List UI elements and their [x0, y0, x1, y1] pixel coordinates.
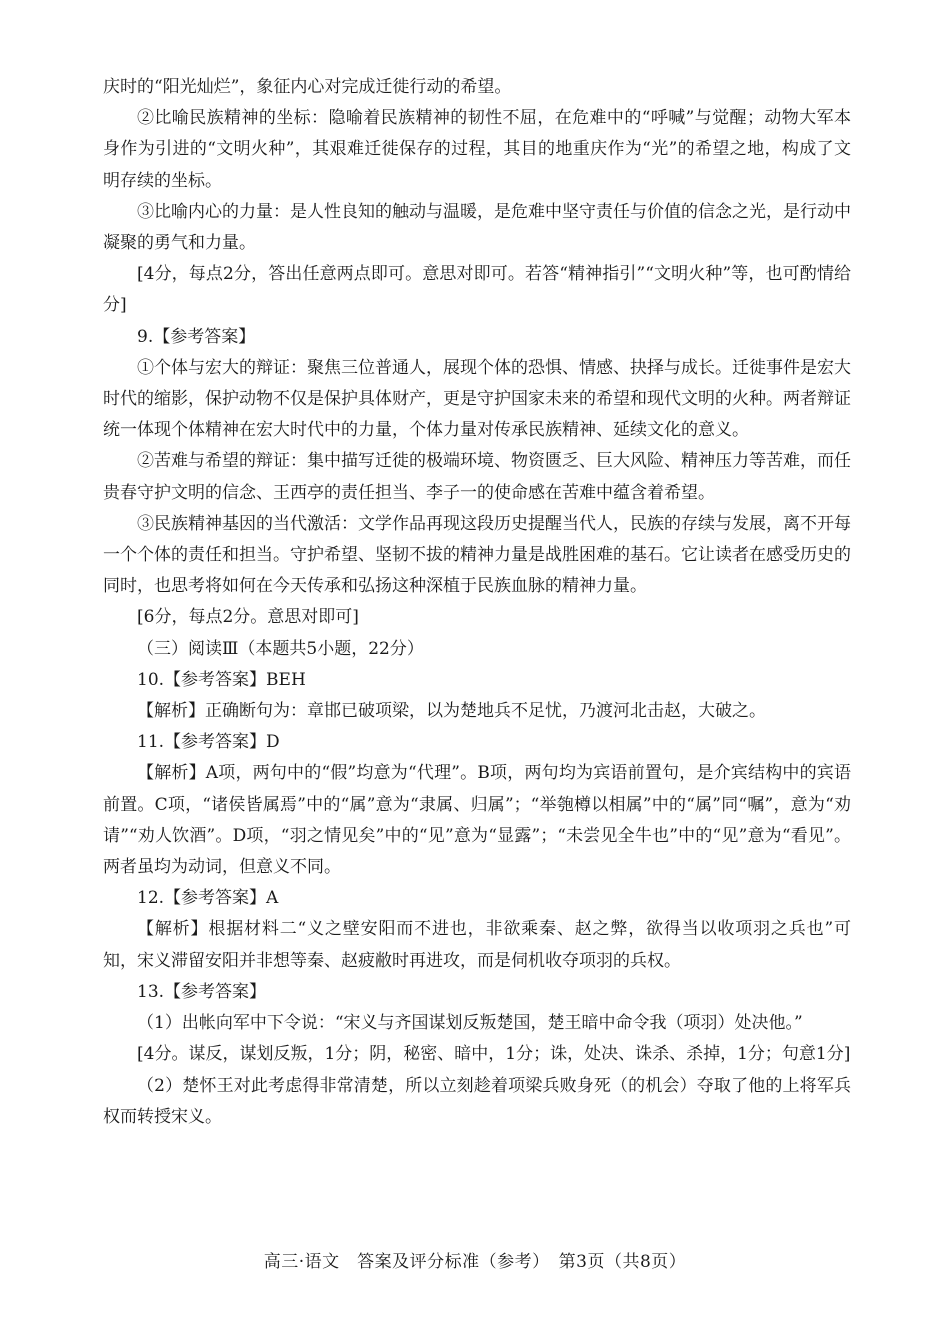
scoring-note-8: [4分，每点2分，答出任意两点即可。意思对即可。若答“精神指引”“文明火种”等，也可酌情给分]: [103, 264, 851, 316]
question-11-answer: 11.【参考答案】D: [137, 732, 280, 753]
scoring-note-13-1: [4分。谋反，谋划反叛，1分；阴，秘密、暗中，1分；诛，处决、诛杀、杀掉，1分；句意1分]: [137, 1044, 851, 1065]
question-10-analysis: 【解析】正确断句为：章邯已破项梁，以为楚地兵不足忧，乃渡河北击赵，大破之。: [137, 701, 766, 722]
question-12-analysis: 【解析】根据材料二“义之壁安阳而不进也，非欲乘秦、赵之弊，欲得当以收项羽之兵也”可知，宋义滞留安阳并非想等秦、赵疲敝时再进攻，而是伺机收夺项羽的兵权。: [103, 919, 851, 971]
question-9-heading: 9.【参考答案】: [137, 326, 256, 347]
paragraph-1: 庆时的“阳光灿烂”，象征内心对完成迁徙行动的希望。: [103, 77, 512, 97]
page-footer: 高三·语文 答案及评分标准（参考） 第3页（共8页）: [263, 1252, 687, 1272]
paragraph-9-1: ①个体与宏大的辩证：聚焦三位普通人，展现个体的恐惧、情感、抉择与成长。迁徙事件是宏大时代的缩影，保护动物不仅是保护具体财产，更是守护国家未来的希望和现代文明的火种。两者辩证统一体现个体精神在宏大时代中的力量，个体力量对传承民族精神、延续文化的意义。: [103, 357, 851, 441]
question-12-answer: 12.【参考答案】A: [137, 888, 279, 909]
paragraph-9-2: ②苦难与希望的辩证：集中描写迁徙的极端环境、物资匮乏、巨大风险、精神压力等苦难，而任贵春守护文明的信念、王西亭的责任担当、李子一的使命感在苦难中蕴含着希望。: [103, 451, 851, 503]
question-13-heading: 13.【参考答案】: [137, 981, 267, 1002]
paragraph-9-3: ③民族精神基因的当代激活：文学作品再现这段历史提醒当代人，民族的存续与发展，离不开每一个个体的责任和担当。守护希望、坚韧不拔的精神力量是战胜困难的基石。它让读者在感受历史的同时，也思考将如何在今天传承和弘扬这种深植于民族血脉的精神力量。: [103, 513, 851, 597]
scoring-note-9: [6分，每点2分。意思对即可]: [137, 607, 359, 628]
paragraph-2: ②比喻民族精神的坐标：隐喻着民族精神的韧性不屈，在危难中的“呼喊”与觉醒；动物大军本身作为引进的“文明火种”，其艰难迁徙保存的过程，其目的地重庆作为“光”的希望之地，构成了文明存续的坐标。: [103, 108, 851, 191]
paragraph-3: ③比喻内心的力量：是人性良知的触动与温暖，是危难中坚守责任与价值的信念之光，是行动中凝聚的勇气和力量。: [103, 201, 851, 254]
question-10-answer: 10.【参考答案】BEH: [137, 669, 306, 690]
question-13-part-2: （2）楚怀王对此考虑得非常清楚，所以立刻趁着项梁兵败身死（的机会）夺取了他的上将军兵权而转授宋义。: [103, 1075, 851, 1127]
question-13-part-1: （1）出帐向军中下令说：“宋义与齐国谋划反叛楚国，楚王暗中命令我（项羽）处决他。”: [137, 1013, 803, 1034]
document-body: [103, 72, 851, 1133]
question-11-analysis: 【解析】A项，两句中的“假”均意为“代理”。B项，两句均为宾语前置句，是介宾结构中的宾语前置。C项，“诸侯皆属焉”中的“属”意为“隶属、归属”；“举匏樽以相属”中的“属”同“嘱”，意为“劝请”“劝人饮酒”。D项，“羽之情见矣”中的“见”意为“显露”；“未尝见全牛也”中的“见”意为“看见”。两者虽均为动词，但意义不同。: [103, 763, 851, 878]
section-heading-reading-3: （三）阅读Ⅲ（本题共5小题，22分）: [137, 638, 424, 659]
